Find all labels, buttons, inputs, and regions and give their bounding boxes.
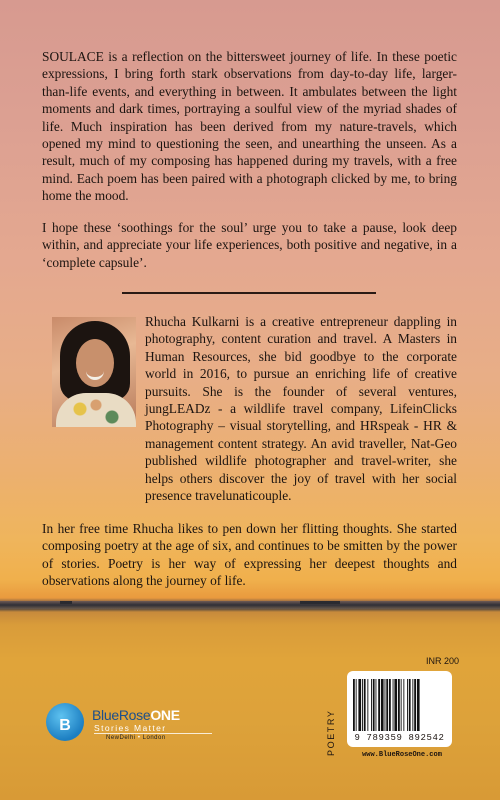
author-photo	[52, 317, 136, 427]
intro-paragraph-1: SOULACE is a reflection on the bittersweet journey of life. In these poetic expressions, I bring forth stark observations from day-to-day life, larger-than-life events, and everything in between. It ambulates between the light moments and dark times, portraying a soulful view of the myriad shades of life. Much inspiration has been derived from my nature-travels, which opened my mind to questioning the seen, and unearthing the unseen. As a result, much of my composing has happened during my travels, with a free mind. Each poem has been paired with a photograph clicked by me, to bring home the mood.	[42, 49, 457, 204]
horizon-detail	[300, 601, 340, 604]
section-divider	[122, 292, 376, 294]
bluerose-logo-icon: B	[46, 703, 84, 741]
publisher-logo	[46, 699, 216, 749]
publisher-locations: NewDelhi • London	[106, 735, 166, 741]
publisher-name: BlueRoseONE	[92, 707, 180, 723]
horizon-detail	[60, 601, 72, 604]
isbn-number: 9 789359 892542	[354, 733, 445, 743]
publisher-tagline: Stories Matter	[94, 723, 167, 733]
publisher-website: www.BlueRoseOne.com	[362, 751, 442, 759]
price-label: INR 200	[426, 656, 460, 666]
intro-paragraph-2: I hope these ‘soothings for the soul’ urge you to take a pause, look deep within, and appreciate your life experiences, both positive and negative, in a ‘complete capsule’.	[42, 220, 457, 270]
author-bio: Rhucha Kulkarni is a creative entrepreneur dappling in photography, content curation and travel. A Masters in Human Resources, she bid goodbye to the corporate world in 2016, to pursue an enriching life of creative pursuits. She is the founder of several ventures, jungLEADz - a wildlife travel company, LifeinClicks Photography – visual storytelling, and HRspeak - HR & management content strategy. An avid traveller, Nat-Geo published wildlife photographer and travel-writer, she helps others discover the joy of travel with her social presence travelunaticouple.	[145, 314, 457, 504]
author-more-paragraph: In her free time Rhucha likes to pen down her flitting thoughts. She started composing poetry at the age of six, and continues to be smitten by the power of stories. Poetry is her way of expressing her deepest thoughts and observations along the journey of life.	[42, 521, 457, 589]
publisher-rule	[94, 733, 212, 734]
genre-label: POETRY	[326, 709, 336, 756]
sea-horizon	[0, 601, 500, 609]
